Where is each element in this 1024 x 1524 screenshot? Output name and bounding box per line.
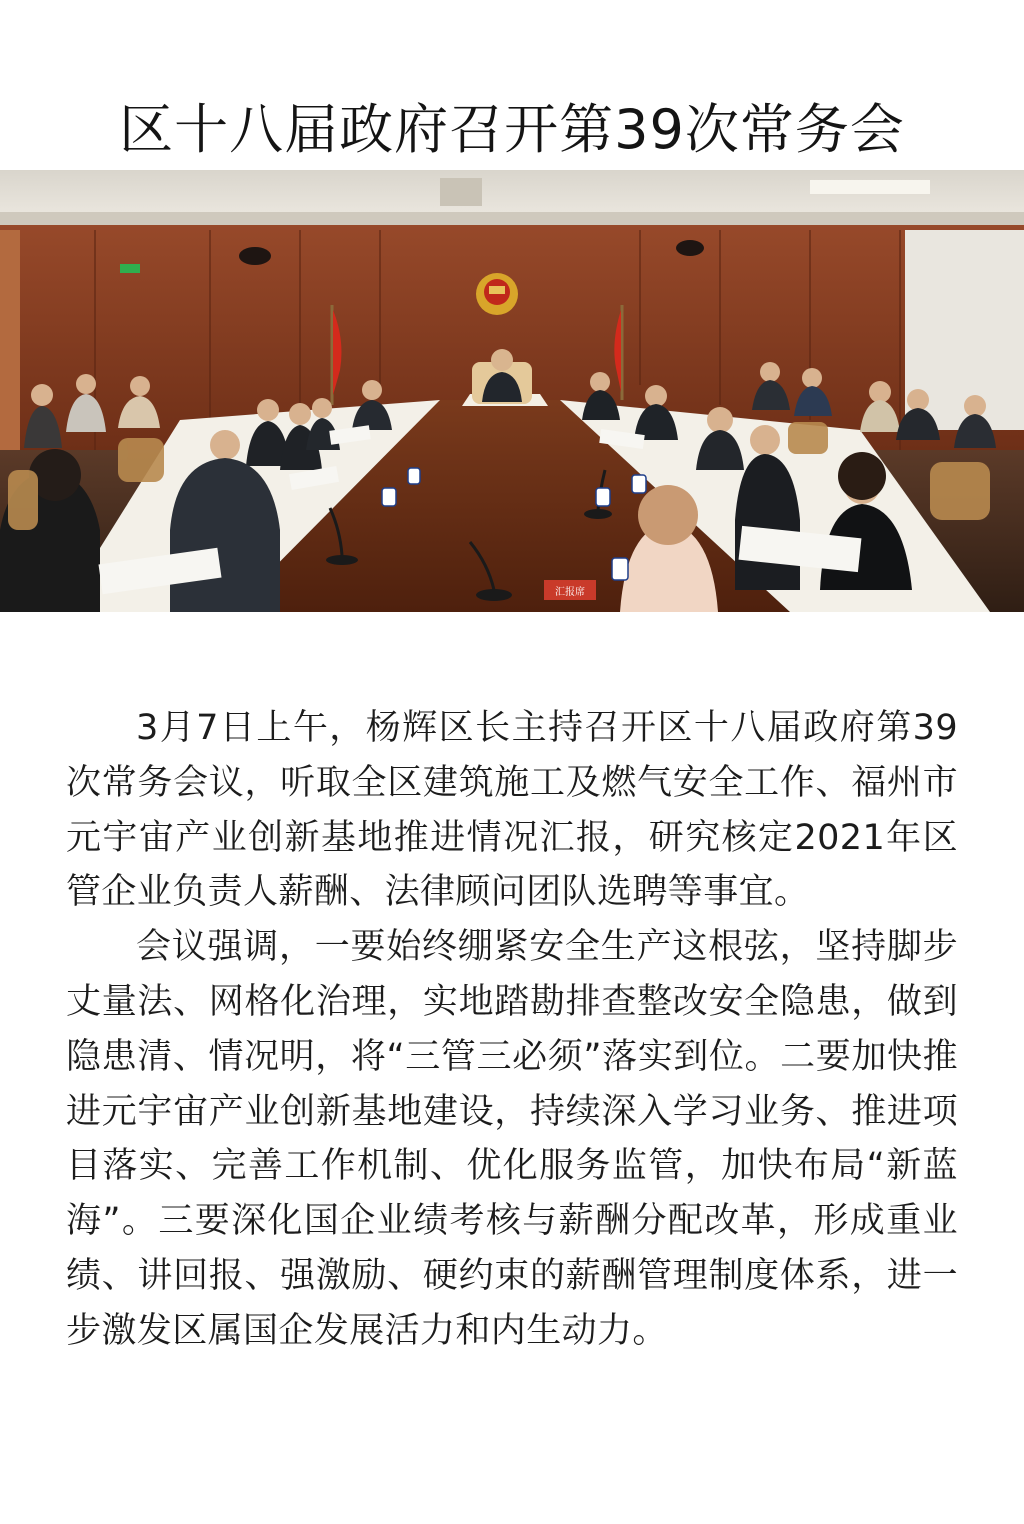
- ceiling-light: [810, 180, 930, 194]
- side-wall-left: [0, 230, 20, 460]
- paragraph-1: 3月7日上午，杨辉区长主持召开区十八届政府第39次常务会议，听取全区建筑施工及燃气安全工作、福州市元宇宙产业创新基地推进情况汇报，研究核定2021年区管企业负责人薪酬、法律顾问团队选聘等事宜。: [66, 708, 958, 913]
- national-emblem: [476, 273, 518, 315]
- meeting-photo: [0, 170, 1024, 612]
- svg-text:汇报席: 汇报席: [555, 587, 585, 598]
- exit-sign: [120, 264, 140, 273]
- article-body: [66, 701, 958, 1359]
- wall-speaker-left: [239, 247, 271, 265]
- paragraph-2: 会议强调，一要始终绷紧安全生产这根弦，坚持脚步丈量法、网格化治理，实地踏勘排查整改安全隐患，做到隐患清、情况明，将“三管三必须”落实到位。二要加快推进元宇宙产业创新基地建设，持续深入学习业务、推进项目落实、完善工作机制、优化服务监管，加快布局“新蓝海”。三要深化国企业绩考核与薪酬分配改革，形成重业绩、讲回报、强激励、硬约束的薪酬管理制度体系，进一步激发区属国企发展活力和内生动力。: [66, 927, 958, 1351]
- nameplate-sign: [544, 580, 596, 600]
- wall-speaker-right: [676, 240, 704, 256]
- ceiling-vent: [440, 178, 482, 206]
- article-title: 区十八届政府召开第39次常务会: [119, 98, 905, 162]
